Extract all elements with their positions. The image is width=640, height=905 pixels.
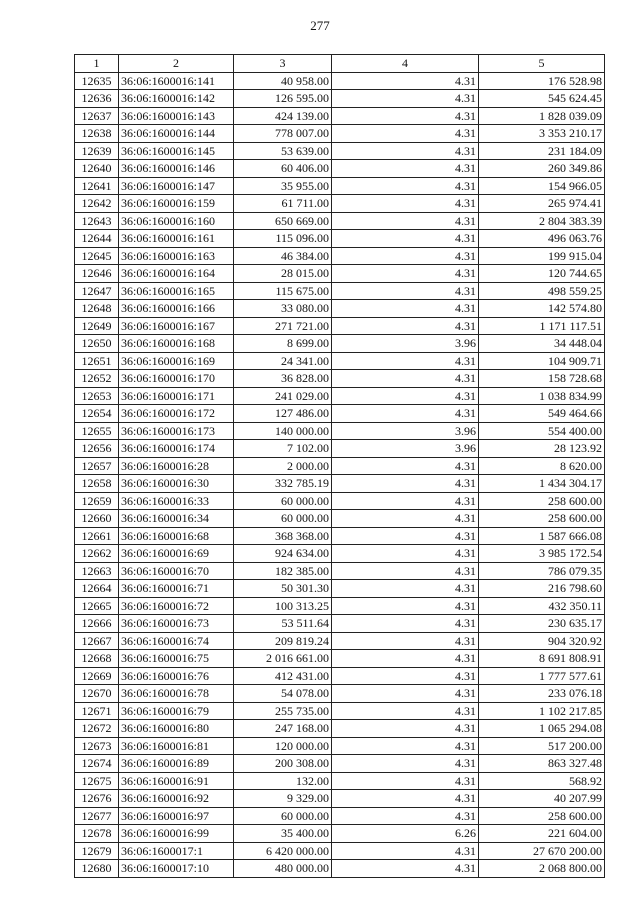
area-cell: 120 000.00 xyxy=(234,737,332,755)
cadastral-number-cell: 36:06:1600016:30 xyxy=(119,475,234,493)
value-cell: 549 464.66 xyxy=(479,405,605,423)
rate-cell: 4.31 xyxy=(332,492,479,510)
value-cell: 786 079.35 xyxy=(479,562,605,580)
row-number-cell: 12658 xyxy=(75,475,119,493)
area-cell: 480 000.00 xyxy=(234,860,332,878)
row-number-cell: 12650 xyxy=(75,335,119,353)
page-number: 277 xyxy=(310,18,330,33)
rate-cell: 4.31 xyxy=(332,860,479,878)
value-cell: 216 798.60 xyxy=(479,580,605,598)
value-cell: 231 184.09 xyxy=(479,142,605,160)
value-cell: 1 587 666.08 xyxy=(479,527,605,545)
cadastral-number-cell: 36:06:1600016:75 xyxy=(119,650,234,668)
cadastral-number-cell: 36:06:1600016:33 xyxy=(119,492,234,510)
cadastral-number-cell: 36:06:1600016:81 xyxy=(119,737,234,755)
rate-cell: 4.31 xyxy=(332,300,479,318)
row-number-cell: 12644 xyxy=(75,230,119,248)
cadastral-number-cell: 36:06:1600016:72 xyxy=(119,597,234,615)
cadastral-number-cell: 36:06:1600016:142 xyxy=(119,90,234,108)
area-cell: 271 721.00 xyxy=(234,317,332,335)
column-header-2: 2 xyxy=(119,55,234,73)
rate-cell: 4.31 xyxy=(332,177,479,195)
table-row xyxy=(75,527,605,545)
area-cell: 53 639.00 xyxy=(234,142,332,160)
rate-cell: 4.31 xyxy=(332,230,479,248)
table-row xyxy=(75,545,605,563)
rate-cell: 4.31 xyxy=(332,790,479,808)
table-row xyxy=(75,667,605,685)
area-cell: 53 511.64 xyxy=(234,615,332,633)
area-cell: 2 000.00 xyxy=(234,457,332,475)
rate-cell: 4.31 xyxy=(332,90,479,108)
row-number-cell: 12659 xyxy=(75,492,119,510)
cadastral-number-cell: 36:06:1600016:34 xyxy=(119,510,234,528)
value-cell: 40 207.99 xyxy=(479,790,605,808)
table-row xyxy=(75,142,605,160)
rate-cell: 4.31 xyxy=(332,405,479,423)
column-header-3: 3 xyxy=(234,55,332,73)
rate-cell: 4.31 xyxy=(332,737,479,755)
row-number-cell: 12670 xyxy=(75,685,119,703)
rate-cell: 4.31 xyxy=(332,562,479,580)
area-cell: 650 669.00 xyxy=(234,212,332,230)
value-cell: 258 600.00 xyxy=(479,492,605,510)
rate-cell: 4.31 xyxy=(332,457,479,475)
area-cell: 28 015.00 xyxy=(234,265,332,283)
cadastral-number-cell: 36:06:1600016:74 xyxy=(119,632,234,650)
table-row xyxy=(75,597,605,615)
area-cell: 60 000.00 xyxy=(234,492,332,510)
area-cell: 200 308.00 xyxy=(234,755,332,773)
cadastral-number-cell: 36:06:1600016:172 xyxy=(119,405,234,423)
rate-cell: 4.31 xyxy=(332,370,479,388)
rate-cell: 4.31 xyxy=(332,650,479,668)
rate-cell: 4.31 xyxy=(332,842,479,860)
row-number-cell: 12668 xyxy=(75,650,119,668)
column-header-5: 5 xyxy=(479,55,605,73)
area-cell: 2 016 661.00 xyxy=(234,650,332,668)
value-cell: 8 691 808.91 xyxy=(479,650,605,668)
rate-cell: 4.31 xyxy=(332,72,479,90)
table-row xyxy=(75,230,605,248)
table-row xyxy=(75,72,605,90)
table-row xyxy=(75,755,605,773)
rate-cell: 4.31 xyxy=(332,317,479,335)
table-row xyxy=(75,177,605,195)
row-number-cell: 12666 xyxy=(75,615,119,633)
cadastral-number-cell: 36:06:1600016:28 xyxy=(119,457,234,475)
cadastral-number-cell: 36:06:1600016:161 xyxy=(119,230,234,248)
cadastral-number-cell: 36:06:1600016:145 xyxy=(119,142,234,160)
row-number-cell: 12641 xyxy=(75,177,119,195)
row-number-cell: 12638 xyxy=(75,125,119,143)
area-cell: 36 828.00 xyxy=(234,370,332,388)
table-row xyxy=(75,405,605,423)
cadastral-number-cell: 36:06:1600016:68 xyxy=(119,527,234,545)
row-number-cell: 12676 xyxy=(75,790,119,808)
table-row xyxy=(75,510,605,528)
area-cell: 60 000.00 xyxy=(234,807,332,825)
row-number-cell: 12669 xyxy=(75,667,119,685)
area-cell: 132.00 xyxy=(234,772,332,790)
area-cell: 241 029.00 xyxy=(234,387,332,405)
row-number-cell: 12643 xyxy=(75,212,119,230)
rate-cell: 4.31 xyxy=(332,475,479,493)
area-cell: 182 385.00 xyxy=(234,562,332,580)
value-cell: 568.92 xyxy=(479,772,605,790)
rate-cell: 4.31 xyxy=(332,352,479,370)
table-row xyxy=(75,195,605,213)
rate-cell: 4.31 xyxy=(332,387,479,405)
cadastral-number-cell: 36:06:1600016:143 xyxy=(119,107,234,125)
area-cell: 127 486.00 xyxy=(234,405,332,423)
table-row xyxy=(75,457,605,475)
area-cell: 247 168.00 xyxy=(234,720,332,738)
area-cell: 924 634.00 xyxy=(234,545,332,563)
row-number-cell: 12639 xyxy=(75,142,119,160)
table-row xyxy=(75,282,605,300)
cadastral-number-cell: 36:06:1600016:170 xyxy=(119,370,234,388)
cadastral-number-cell: 36:06:1600017:10 xyxy=(119,860,234,878)
rate-cell: 4.31 xyxy=(332,667,479,685)
value-cell: 1 434 304.17 xyxy=(479,475,605,493)
cadastral-number-cell: 36:06:1600016:164 xyxy=(119,265,234,283)
row-number-cell: 12657 xyxy=(75,457,119,475)
cadastral-number-cell: 36:06:1600016:167 xyxy=(119,317,234,335)
rate-cell: 4.31 xyxy=(332,772,479,790)
value-cell: 545 624.45 xyxy=(479,90,605,108)
cadastral-number-cell: 36:06:1600016:71 xyxy=(119,580,234,598)
rate-cell: 4.31 xyxy=(332,510,479,528)
row-number-cell: 12664 xyxy=(75,580,119,598)
table-row xyxy=(75,370,605,388)
rate-cell: 4.31 xyxy=(332,212,479,230)
row-number-cell: 12637 xyxy=(75,107,119,125)
area-cell: 115 675.00 xyxy=(234,282,332,300)
rate-cell: 4.31 xyxy=(332,282,479,300)
table-row xyxy=(75,160,605,178)
cadastral-number-cell: 36:06:1600016:174 xyxy=(119,440,234,458)
rate-cell: 3.96 xyxy=(332,440,479,458)
value-cell: 1 102 217.85 xyxy=(479,702,605,720)
table-row xyxy=(75,317,605,335)
table-row xyxy=(75,265,605,283)
row-number-cell: 12651 xyxy=(75,352,119,370)
area-cell: 9 329.00 xyxy=(234,790,332,808)
table-row xyxy=(75,422,605,440)
row-number-cell: 12648 xyxy=(75,300,119,318)
cadastral-number-cell: 36:06:1600016:163 xyxy=(119,247,234,265)
value-cell: 154 966.05 xyxy=(479,177,605,195)
row-number-cell: 12645 xyxy=(75,247,119,265)
value-cell: 517 200.00 xyxy=(479,737,605,755)
cadastral-number-cell: 36:06:1600016:97 xyxy=(119,807,234,825)
area-cell: 40 958.00 xyxy=(234,72,332,90)
cadastral-number-cell: 36:06:1600016:169 xyxy=(119,352,234,370)
cadastral-number-cell: 36:06:1600016:144 xyxy=(119,125,234,143)
rate-cell: 4.31 xyxy=(332,755,479,773)
row-number-cell: 12640 xyxy=(75,160,119,178)
value-cell: 230 635.17 xyxy=(479,615,605,633)
area-cell: 50 301.30 xyxy=(234,580,332,598)
row-number-cell: 12652 xyxy=(75,370,119,388)
value-cell: 221 604.00 xyxy=(479,825,605,843)
value-cell: 1 828 039.09 xyxy=(479,107,605,125)
table-row xyxy=(75,90,605,108)
value-cell: 496 063.76 xyxy=(479,230,605,248)
value-cell: 498 559.25 xyxy=(479,282,605,300)
value-cell: 2 804 383.39 xyxy=(479,212,605,230)
cadastral-number-cell: 36:06:1600016:146 xyxy=(119,160,234,178)
row-number-cell: 12674 xyxy=(75,755,119,773)
area-cell: 412 431.00 xyxy=(234,667,332,685)
value-cell: 258 600.00 xyxy=(479,807,605,825)
cadastral-number-cell: 36:06:1600016:160 xyxy=(119,212,234,230)
row-number-cell: 12680 xyxy=(75,860,119,878)
cadastral-number-cell: 36:06:1600016:91 xyxy=(119,772,234,790)
row-number-cell: 12665 xyxy=(75,597,119,615)
area-cell: 61 711.00 xyxy=(234,195,332,213)
value-cell: 904 320.92 xyxy=(479,632,605,650)
rate-cell: 4.31 xyxy=(332,685,479,703)
area-cell: 6 420 000.00 xyxy=(234,842,332,860)
row-number-cell: 12661 xyxy=(75,527,119,545)
row-number-cell: 12647 xyxy=(75,282,119,300)
row-number-cell: 12662 xyxy=(75,545,119,563)
value-cell: 554 400.00 xyxy=(479,422,605,440)
area-cell: 7 102.00 xyxy=(234,440,332,458)
rate-cell: 4.31 xyxy=(332,702,479,720)
cadastral-number-cell: 36:06:1600016:80 xyxy=(119,720,234,738)
area-cell: 8 699.00 xyxy=(234,335,332,353)
row-number-cell: 12678 xyxy=(75,825,119,843)
value-cell: 142 574.80 xyxy=(479,300,605,318)
area-cell: 368 368.00 xyxy=(234,527,332,545)
table-row xyxy=(75,580,605,598)
row-number-cell: 12642 xyxy=(75,195,119,213)
column-header-1: 1 xyxy=(75,55,119,73)
area-cell: 54 078.00 xyxy=(234,685,332,703)
cadastral-number-cell: 36:06:1600016:69 xyxy=(119,545,234,563)
cadastral-number-cell: 36:06:1600016:159 xyxy=(119,195,234,213)
area-cell: 140 000.00 xyxy=(234,422,332,440)
table-row xyxy=(75,790,605,808)
table-row xyxy=(75,720,605,738)
rate-cell: 4.31 xyxy=(332,807,479,825)
table-row xyxy=(75,737,605,755)
row-number-cell: 12660 xyxy=(75,510,119,528)
row-number-cell: 12675 xyxy=(75,772,119,790)
rate-cell: 4.31 xyxy=(332,247,479,265)
cadastral-number-cell: 36:06:1600016:147 xyxy=(119,177,234,195)
rate-cell: 4.31 xyxy=(332,107,479,125)
rate-cell: 4.31 xyxy=(332,580,479,598)
value-cell: 1 038 834.99 xyxy=(479,387,605,405)
table-row xyxy=(75,247,605,265)
value-cell: 28 123.92 xyxy=(479,440,605,458)
row-number-cell: 12679 xyxy=(75,842,119,860)
value-cell: 432 350.11 xyxy=(479,597,605,615)
value-cell: 3 985 172.54 xyxy=(479,545,605,563)
cadastral-number-cell: 36:06:1600016:79 xyxy=(119,702,234,720)
cadastral-number-cell: 36:06:1600016:99 xyxy=(119,825,234,843)
cadastral-number-cell: 36:06:1600016:89 xyxy=(119,755,234,773)
table-row xyxy=(75,335,605,353)
rate-cell: 6.26 xyxy=(332,825,479,843)
area-cell: 33 080.00 xyxy=(234,300,332,318)
value-cell: 1 777 577.61 xyxy=(479,667,605,685)
row-number-cell: 12635 xyxy=(75,72,119,90)
value-cell: 27 670 200.00 xyxy=(479,842,605,860)
table-body xyxy=(75,72,605,877)
row-number-cell: 12667 xyxy=(75,632,119,650)
value-cell: 120 744.65 xyxy=(479,265,605,283)
value-cell: 176 528.98 xyxy=(479,72,605,90)
area-cell: 778 007.00 xyxy=(234,125,332,143)
table-row xyxy=(75,387,605,405)
rate-cell: 3.96 xyxy=(332,422,479,440)
value-cell: 104 909.71 xyxy=(479,352,605,370)
table-header-row xyxy=(75,55,605,73)
table-row xyxy=(75,615,605,633)
table-row xyxy=(75,632,605,650)
value-cell: 2 068 800.00 xyxy=(479,860,605,878)
area-cell: 209 819.24 xyxy=(234,632,332,650)
table-row xyxy=(75,562,605,580)
table-row xyxy=(75,492,605,510)
rate-cell: 4.31 xyxy=(332,125,479,143)
value-cell: 158 728.68 xyxy=(479,370,605,388)
value-cell: 863 327.48 xyxy=(479,755,605,773)
area-cell: 115 096.00 xyxy=(234,230,332,248)
value-cell: 258 600.00 xyxy=(479,510,605,528)
row-number-cell: 12646 xyxy=(75,265,119,283)
value-cell: 34 448.04 xyxy=(479,335,605,353)
cadastral-number-cell: 36:06:1600016:141 xyxy=(119,72,234,90)
rate-cell: 4.31 xyxy=(332,142,479,160)
area-cell: 126 595.00 xyxy=(234,90,332,108)
value-cell: 199 915.04 xyxy=(479,247,605,265)
row-number-cell: 12656 xyxy=(75,440,119,458)
cadastral-number-cell: 36:06:1600016:70 xyxy=(119,562,234,580)
table-row xyxy=(75,475,605,493)
table-row xyxy=(75,440,605,458)
area-cell: 60 000.00 xyxy=(234,510,332,528)
value-cell: 233 076.18 xyxy=(479,685,605,703)
table-row xyxy=(75,860,605,878)
area-cell: 424 139.00 xyxy=(234,107,332,125)
value-cell: 260 349.86 xyxy=(479,160,605,178)
table-row xyxy=(75,107,605,125)
rate-cell: 4.31 xyxy=(332,720,479,738)
cadastral-number-cell: 36:06:1600016:166 xyxy=(119,300,234,318)
rate-cell: 3.96 xyxy=(332,335,479,353)
table-row xyxy=(75,807,605,825)
row-number-cell: 12649 xyxy=(75,317,119,335)
row-number-cell: 12677 xyxy=(75,807,119,825)
cadastral-value-table xyxy=(74,54,605,878)
column-header-4: 4 xyxy=(332,55,479,73)
table-row xyxy=(75,842,605,860)
cadastral-number-cell: 36:06:1600016:78 xyxy=(119,685,234,703)
row-number-cell: 12655 xyxy=(75,422,119,440)
value-cell: 8 620.00 xyxy=(479,457,605,475)
table-row xyxy=(75,772,605,790)
area-cell: 35 400.00 xyxy=(234,825,332,843)
cadastral-number-cell: 36:06:1600016:73 xyxy=(119,615,234,633)
value-cell: 265 974.41 xyxy=(479,195,605,213)
rate-cell: 4.31 xyxy=(332,265,479,283)
rate-cell: 4.31 xyxy=(332,615,479,633)
rate-cell: 4.31 xyxy=(332,632,479,650)
area-cell: 100 313.25 xyxy=(234,597,332,615)
rate-cell: 4.31 xyxy=(332,545,479,563)
value-cell: 1 065 294.08 xyxy=(479,720,605,738)
cadastral-number-cell: 36:06:1600016:173 xyxy=(119,422,234,440)
cadastral-number-cell: 36:06:1600017:1 xyxy=(119,842,234,860)
row-number-cell: 12654 xyxy=(75,405,119,423)
table-row xyxy=(75,825,605,843)
cadastral-number-cell: 36:06:1600016:171 xyxy=(119,387,234,405)
value-cell: 1 171 117.51 xyxy=(479,317,605,335)
table-row xyxy=(75,125,605,143)
rate-cell: 4.31 xyxy=(332,160,479,178)
row-number-cell: 12663 xyxy=(75,562,119,580)
table-row xyxy=(75,300,605,318)
table-row xyxy=(75,702,605,720)
table-row xyxy=(75,352,605,370)
rate-cell: 4.31 xyxy=(332,527,479,545)
cadastral-number-cell: 36:06:1600016:92 xyxy=(119,790,234,808)
table-row xyxy=(75,685,605,703)
row-number-cell: 12636 xyxy=(75,90,119,108)
area-cell: 24 341.00 xyxy=(234,352,332,370)
area-cell: 46 384.00 xyxy=(234,247,332,265)
cadastral-number-cell: 36:06:1600016:76 xyxy=(119,667,234,685)
cadastral-number-cell: 36:06:1600016:168 xyxy=(119,335,234,353)
row-number-cell: 12672 xyxy=(75,720,119,738)
area-cell: 255 735.00 xyxy=(234,702,332,720)
area-cell: 60 406.00 xyxy=(234,160,332,178)
value-cell: 3 353 210.17 xyxy=(479,125,605,143)
table-row xyxy=(75,212,605,230)
row-number-cell: 12653 xyxy=(75,387,119,405)
rate-cell: 4.31 xyxy=(332,597,479,615)
rate-cell: 4.31 xyxy=(332,195,479,213)
row-number-cell: 12673 xyxy=(75,737,119,755)
table-row xyxy=(75,650,605,668)
cadastral-number-cell: 36:06:1600016:165 xyxy=(119,282,234,300)
row-number-cell: 12671 xyxy=(75,702,119,720)
area-cell: 35 955.00 xyxy=(234,177,332,195)
area-cell: 332 785.19 xyxy=(234,475,332,493)
